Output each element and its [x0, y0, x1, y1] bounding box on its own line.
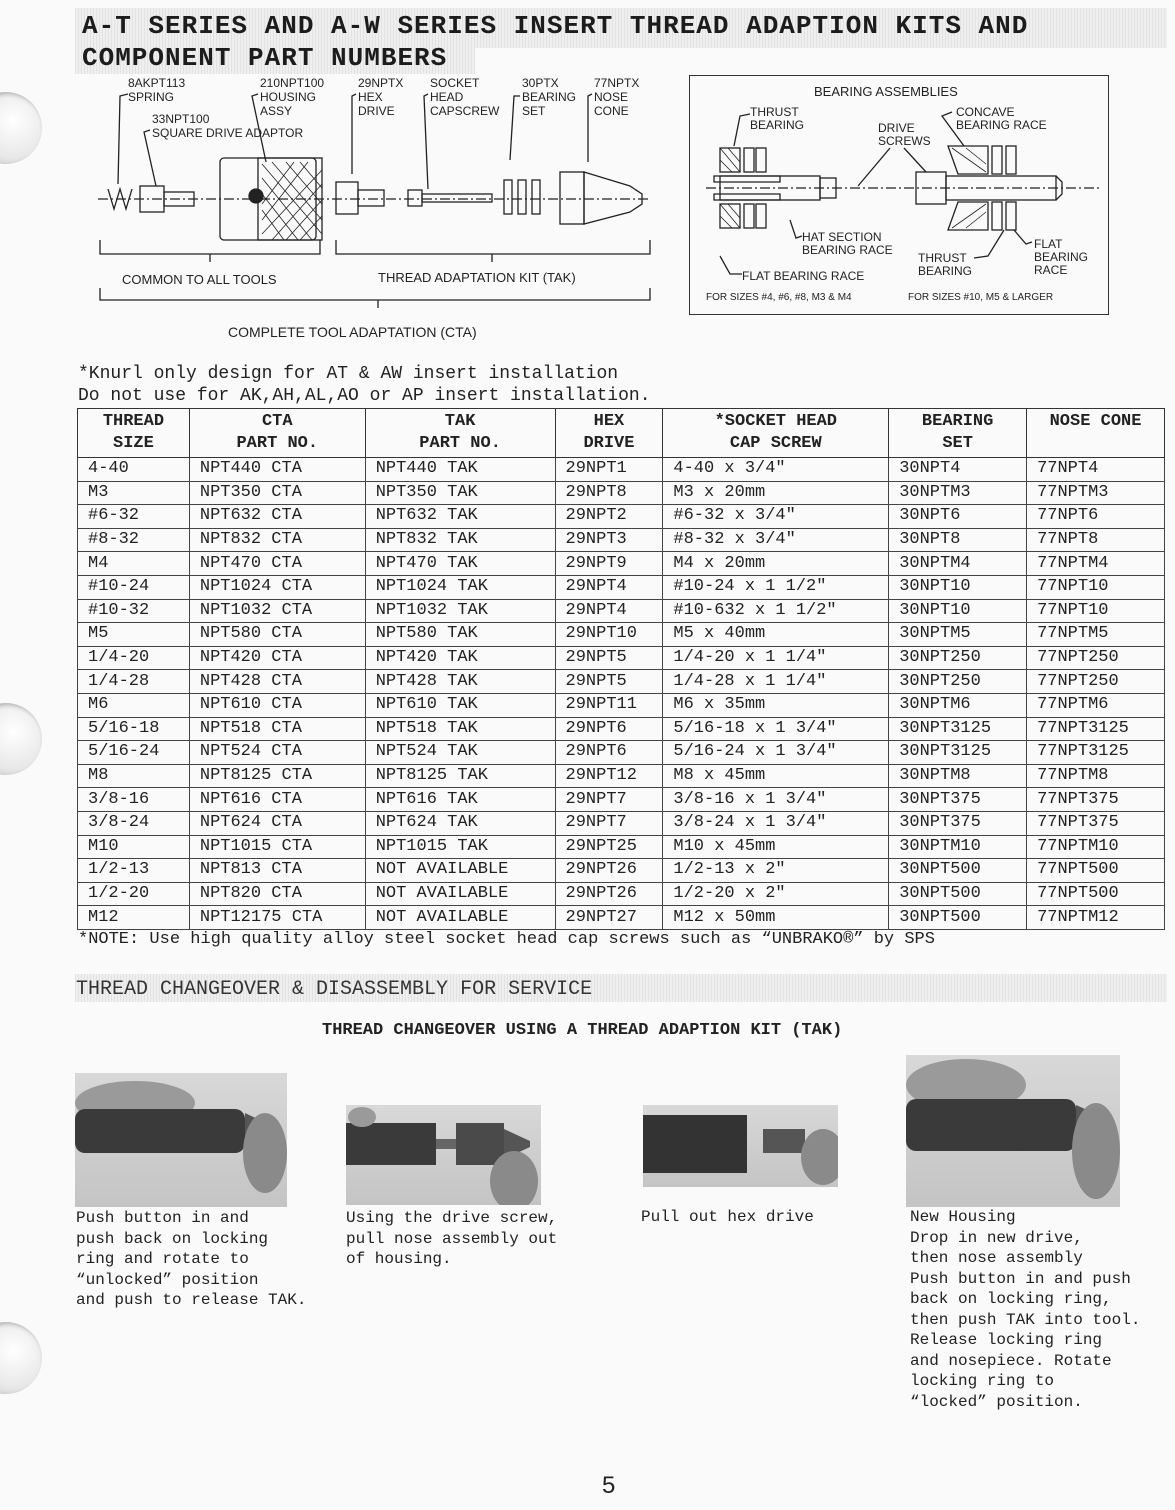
table-cell: 30NPTM6 — [889, 693, 1027, 717]
parts-table — [77, 408, 1165, 930]
table-row — [78, 906, 1165, 930]
table-row — [78, 670, 1165, 694]
table-cell: 29NPT25 — [555, 835, 663, 859]
table-row — [78, 811, 1165, 835]
table-cell: M4 — [78, 552, 190, 576]
flat-race-left-label: FLAT BEARING RACE — [742, 269, 865, 283]
table-cell: 1/4-28 — [78, 670, 190, 694]
table-cell: 29NPT4 — [555, 599, 663, 623]
table-cell: 29NPT27 — [555, 906, 663, 930]
table-cell: 30NPT250 — [889, 646, 1027, 670]
table-cell: NPT350 TAK — [365, 481, 555, 505]
table-cell: M4 x 20mm — [663, 552, 889, 576]
table-cell: 29NPT8 — [555, 481, 663, 505]
table-row — [78, 764, 1165, 788]
label-socket-head: SOCKET HEAD CAPSCREW — [430, 76, 500, 118]
table-cell: NPT350 CTA — [189, 481, 365, 505]
table-row — [78, 481, 1165, 505]
table-cell: NPT610 TAK — [365, 693, 555, 717]
table-cell: M8 — [78, 764, 190, 788]
table-cell: #10-24 x 1 1/2″ — [663, 575, 889, 599]
table-cell: M5 x 40mm — [663, 623, 889, 647]
table-cell: 29NPT1 — [555, 458, 663, 482]
table-cell: 29NPT26 — [555, 882, 663, 906]
table-cell: 77NPT500 — [1027, 859, 1165, 883]
table-cell: NPT1024 TAK — [365, 575, 555, 599]
table-cell: 30NPTM5 — [889, 623, 1027, 647]
label-hex-drive: 29NPTX HEX DRIVE — [358, 76, 404, 118]
sizes-left-label: FOR SIZES #4, #6, #8, M3 & M4 — [706, 292, 852, 303]
header-socket-head: *SOCKET HEAD CAP SCREW — [663, 409, 889, 458]
table-cell: #10-32 — [78, 599, 190, 623]
table-row — [78, 741, 1165, 765]
header-tak: TAK PART NO. — [365, 409, 555, 458]
table-cell: NPT1032 TAK — [365, 599, 555, 623]
table-cell: 77NPT500 — [1027, 882, 1165, 906]
table-cell: 77NPTM8 — [1027, 764, 1165, 788]
tak-label: THREAD ADAPTATION KIT (TAK) — [378, 270, 576, 285]
table-cell: 30NPT10 — [889, 599, 1027, 623]
table-cell: 4-40 x 3/4″ — [663, 458, 889, 482]
step1-caption: Push button in and push back on locking ring and rotate to “unlocked” position and push to release TAK. — [76, 1209, 307, 1309]
bearing-assemblies-box — [689, 75, 1109, 315]
table-cell: 3/8-16 x 1 3/4″ — [663, 788, 889, 812]
thrust-bearing-right-label: THRUST BEARING — [918, 251, 973, 278]
label-spring: 8AKPT113 SPRING — [128, 76, 186, 104]
table-cell: 30NPT375 — [889, 811, 1027, 835]
table-cell: M12 — [78, 906, 190, 930]
table-header-row — [78, 409, 1165, 458]
knurl-note-line2: Do not use for AK,AH,AL,AO or AP insert installation. — [78, 386, 651, 406]
header-thread-size: THREAD SIZE — [78, 409, 190, 458]
table-cell: NPT832 CTA — [189, 528, 365, 552]
table-cell: 5/16-24 x 1 3/4″ — [663, 741, 889, 765]
binder-hole-middle — [0, 703, 42, 775]
label-nose-cone: 77NPTX NOSE CONE — [594, 76, 640, 118]
table-cell: NPT470 CTA — [189, 552, 365, 576]
table-cell: NOT AVAILABLE — [365, 859, 555, 883]
table-cell: 29NPT7 — [555, 788, 663, 812]
table-cell: NPT616 TAK — [365, 788, 555, 812]
table-cell: NPT440 TAK — [365, 458, 555, 482]
table-row — [78, 693, 1165, 717]
table-cell: NPT518 CTA — [189, 717, 365, 741]
page-number: 5 — [602, 1472, 616, 1499]
table-cell: M6 x 35mm — [663, 693, 889, 717]
table-cell: NPT632 CTA — [189, 505, 365, 529]
exploded-view-drawing — [90, 74, 670, 354]
table-cell: NOT AVAILABLE — [365, 906, 555, 930]
table-cell: 30NPT3125 — [889, 717, 1027, 741]
table-row — [78, 599, 1165, 623]
table-cell: 77NPT375 — [1027, 788, 1165, 812]
table-cell: 4-40 — [78, 458, 190, 482]
table-cell: #6-32 x 3/4″ — [663, 505, 889, 529]
drive-screws-label: DRIVE SCREWS — [878, 121, 931, 148]
table-cell: 3/8-16 — [78, 788, 190, 812]
table-cell: 29NPT3 — [555, 528, 663, 552]
table-cell: 30NPTM10 — [889, 835, 1027, 859]
step4-photo — [906, 1055, 1120, 1207]
table-cell: NPT632 TAK — [365, 505, 555, 529]
exploded-view-diagram — [90, 74, 670, 354]
table-cell: 5/16-18 — [78, 717, 190, 741]
table-cell: NPT820 CTA — [189, 882, 365, 906]
common-tools-label: COMMON TO ALL TOOLS — [122, 272, 277, 287]
flat-race-right-label: FLAT BEARING RACE — [1034, 237, 1089, 277]
table-cell: #8-32 x 3/4″ — [663, 528, 889, 552]
table-cell: 29NPT4 — [555, 575, 663, 599]
table-cell: 30NPT6 — [889, 505, 1027, 529]
table-cell: 30NPT500 — [889, 906, 1027, 930]
table-cell: NPT428 TAK — [365, 670, 555, 694]
table-cell: NPT1024 CTA — [189, 575, 365, 599]
header-cta: CTA PART NO. — [189, 409, 365, 458]
table-cell: 30NPT500 — [889, 882, 1027, 906]
table-cell: 5/16-24 — [78, 741, 190, 765]
page-title-line2: COMPONENT PART NUMBERS — [82, 43, 448, 73]
table-cell: NPT524 TAK — [365, 741, 555, 765]
thrust-bearing-label: THRUST BEARING — [750, 105, 805, 132]
table-cell: NOT AVAILABLE — [365, 882, 555, 906]
table-cell: NPT440 CTA — [189, 458, 365, 482]
table-cell: 77NPTM12 — [1027, 906, 1165, 930]
table-cell: NPT428 CTA — [189, 670, 365, 694]
header-hex-drive: HEX DRIVE — [555, 409, 663, 458]
table-cell: 29NPT10 — [555, 623, 663, 647]
table-row — [78, 623, 1165, 647]
table-cell: NPT12175 CTA — [189, 906, 365, 930]
table-row — [78, 882, 1165, 906]
table-cell: NPT470 TAK — [365, 552, 555, 576]
bearing-assemblies-drawing — [690, 76, 1108, 314]
table-cell: NPT624 TAK — [365, 811, 555, 835]
table-cell: 29NPT5 — [555, 646, 663, 670]
table-cell: 5/16-18 x 1 3/4″ — [663, 717, 889, 741]
table-cell: 77NPT8 — [1027, 528, 1165, 552]
table-cell: NPT8125 CTA — [189, 764, 365, 788]
label-bearing-set: 30PTX BEARING SET — [522, 76, 577, 118]
table-cell: #6-32 — [78, 505, 190, 529]
table-cell: NPT1032 CTA — [189, 599, 365, 623]
table-cell: #10-24 — [78, 575, 190, 599]
table-cell: 30NPT8 — [889, 528, 1027, 552]
table-body — [78, 458, 1165, 930]
table-cell: 77NPT10 — [1027, 599, 1165, 623]
table-cell: 1/4-20 — [78, 646, 190, 670]
table-cell: NPT610 CTA — [189, 693, 365, 717]
table-cell: 30NPT3125 — [889, 741, 1027, 765]
step4-caption: New Housing Drop in new drive, then nose assembly Push button in and push back on locking ring, then push TAK into tool. Release locking ring and nosepiece. Rotate locking ring to “locked” position. — [910, 1208, 1141, 1411]
cta-label: COMPLETE TOOL ADAPTATION (CTA) — [228, 324, 477, 340]
table-note: *NOTE: Use high quality alloy steel socket head cap screws such as “UNBRAKO®” by SPS — [78, 930, 935, 949]
table-row — [78, 788, 1165, 812]
step1-photo — [75, 1073, 287, 1207]
section2-title: THREAD CHANGEOVER & DISASSEMBLY FOR SERVICE — [76, 978, 593, 1001]
step3-photo — [643, 1105, 838, 1187]
table-cell: 29NPT5 — [555, 670, 663, 694]
table-cell: 29NPT11 — [555, 693, 663, 717]
table-row — [78, 859, 1165, 883]
page-title-line1: A-T SERIES AND A-W SERIES INSERT THREAD ADAPTION KITS AND — [82, 11, 1029, 41]
header-bearing-set: BEARING SET — [889, 409, 1027, 458]
table-row — [78, 646, 1165, 670]
table-cell: 77NPTM5 — [1027, 623, 1165, 647]
step3-caption: Pull out hex drive — [641, 1208, 814, 1226]
table-cell: 30NPT375 — [889, 788, 1027, 812]
table-cell: NPT420 TAK — [365, 646, 555, 670]
table-cell: NPT8125 TAK — [365, 764, 555, 788]
table-cell: 1/2-13 — [78, 859, 190, 883]
table-cell: M10 — [78, 835, 190, 859]
table-cell: 30NPTM3 — [889, 481, 1027, 505]
step2-caption: Using the drive screw, pull nose assembly out of housing. — [346, 1209, 558, 1268]
knurl-note-line1: *Knurl only design for AT & AW insert installation — [78, 364, 619, 384]
table-cell: 77NPT3125 — [1027, 717, 1165, 741]
table-row — [78, 552, 1165, 576]
table-cell: 77NPTM6 — [1027, 693, 1165, 717]
concave-race-label: CONCAVE BEARING RACE — [956, 105, 1047, 132]
table-cell: 77NPT250 — [1027, 646, 1165, 670]
table-cell: 30NPT4 — [889, 458, 1027, 482]
table-cell: 30NPTM8 — [889, 764, 1027, 788]
sizes-right-label: FOR SIZES #10, M5 & LARGER — [908, 292, 1054, 303]
table-cell: M12 x 50mm — [663, 906, 889, 930]
table-cell: #8-32 — [78, 528, 190, 552]
table-cell: 77NPT250 — [1027, 670, 1165, 694]
table-cell: NPT580 TAK — [365, 623, 555, 647]
table-cell: NPT518 TAK — [365, 717, 555, 741]
table-cell: 77NPTM3 — [1027, 481, 1165, 505]
table-cell: 1/4-20 x 1 1/4″ — [663, 646, 889, 670]
table-cell: 1/4-28 x 1 1/4″ — [663, 670, 889, 694]
table-cell: 77NPTM10 — [1027, 835, 1165, 859]
section2-subtitle: THREAD CHANGEOVER USING A THREAD ADAPTION KIT (TAK) — [322, 1021, 843, 1040]
table-cell: 3/8-24 — [78, 811, 190, 835]
table-cell: 30NPT250 — [889, 670, 1027, 694]
table-row — [78, 575, 1165, 599]
table-cell: 29NPT12 — [555, 764, 663, 788]
table-cell: NPT616 CTA — [189, 788, 365, 812]
binder-hole-bottom — [0, 1322, 42, 1394]
table-cell: NPT420 CTA — [189, 646, 365, 670]
table-cell: 30NPTM4 — [889, 552, 1027, 576]
table-cell: #10-632 x 1 1/2″ — [663, 599, 889, 623]
table-cell: 29NPT6 — [555, 741, 663, 765]
table-cell: 29NPT7 — [555, 811, 663, 835]
table-cell: NPT524 CTA — [189, 741, 365, 765]
table-cell: 29NPT9 — [555, 552, 663, 576]
label-square-drive: 33NPT100 SQUARE DRIVE ADAPTOR — [152, 112, 304, 140]
table-cell: NPT813 CTA — [189, 859, 365, 883]
step2-photo — [346, 1105, 541, 1205]
table-cell: M8 x 45mm — [663, 764, 889, 788]
table-cell: NPT624 CTA — [189, 811, 365, 835]
hat-section-label: HAT SECTION BEARING RACE — [802, 230, 893, 257]
table-cell: 77NPT10 — [1027, 575, 1165, 599]
table-cell: 3/8-24 x 1 3/4″ — [663, 811, 889, 835]
table-cell: 77NPT4 — [1027, 458, 1165, 482]
table-cell: 77NPT3125 — [1027, 741, 1165, 765]
table-row — [78, 458, 1165, 482]
table-cell: 1/2-20 — [78, 882, 190, 906]
table-cell: NPT1015 TAK — [365, 835, 555, 859]
table-cell: M6 — [78, 693, 190, 717]
table-row — [78, 835, 1165, 859]
table-cell: 77NPT375 — [1027, 811, 1165, 835]
table-cell: 77NPTM4 — [1027, 552, 1165, 576]
table-cell: M5 — [78, 623, 190, 647]
bearing-assemblies-title: BEARING ASSEMBLIES — [814, 84, 958, 99]
table-cell: 29NPT26 — [555, 859, 663, 883]
binder-hole-top — [0, 92, 42, 164]
table-cell: 29NPT2 — [555, 505, 663, 529]
table-cell: 30NPT10 — [889, 575, 1027, 599]
table-cell: NPT1015 CTA — [189, 835, 365, 859]
table-cell: NPT580 CTA — [189, 623, 365, 647]
table-cell: 1/2-13 x 2″ — [663, 859, 889, 883]
table-cell: 29NPT6 — [555, 717, 663, 741]
table-cell: M3 — [78, 481, 190, 505]
table-cell: M10 x 45mm — [663, 835, 889, 859]
table-cell: 1/2-20 x 2″ — [663, 882, 889, 906]
label-housing: 210NPT100 HOUSING ASSY — [260, 76, 325, 118]
header-nose-cone: NOSE CONE — [1027, 409, 1165, 458]
table-cell: 77NPT6 — [1027, 505, 1165, 529]
table-cell: M3 x 20mm — [663, 481, 889, 505]
table-row — [78, 505, 1165, 529]
table-cell: 30NPT500 — [889, 859, 1027, 883]
table-row — [78, 528, 1165, 552]
table-row — [78, 717, 1165, 741]
table-cell: NPT832 TAK — [365, 528, 555, 552]
